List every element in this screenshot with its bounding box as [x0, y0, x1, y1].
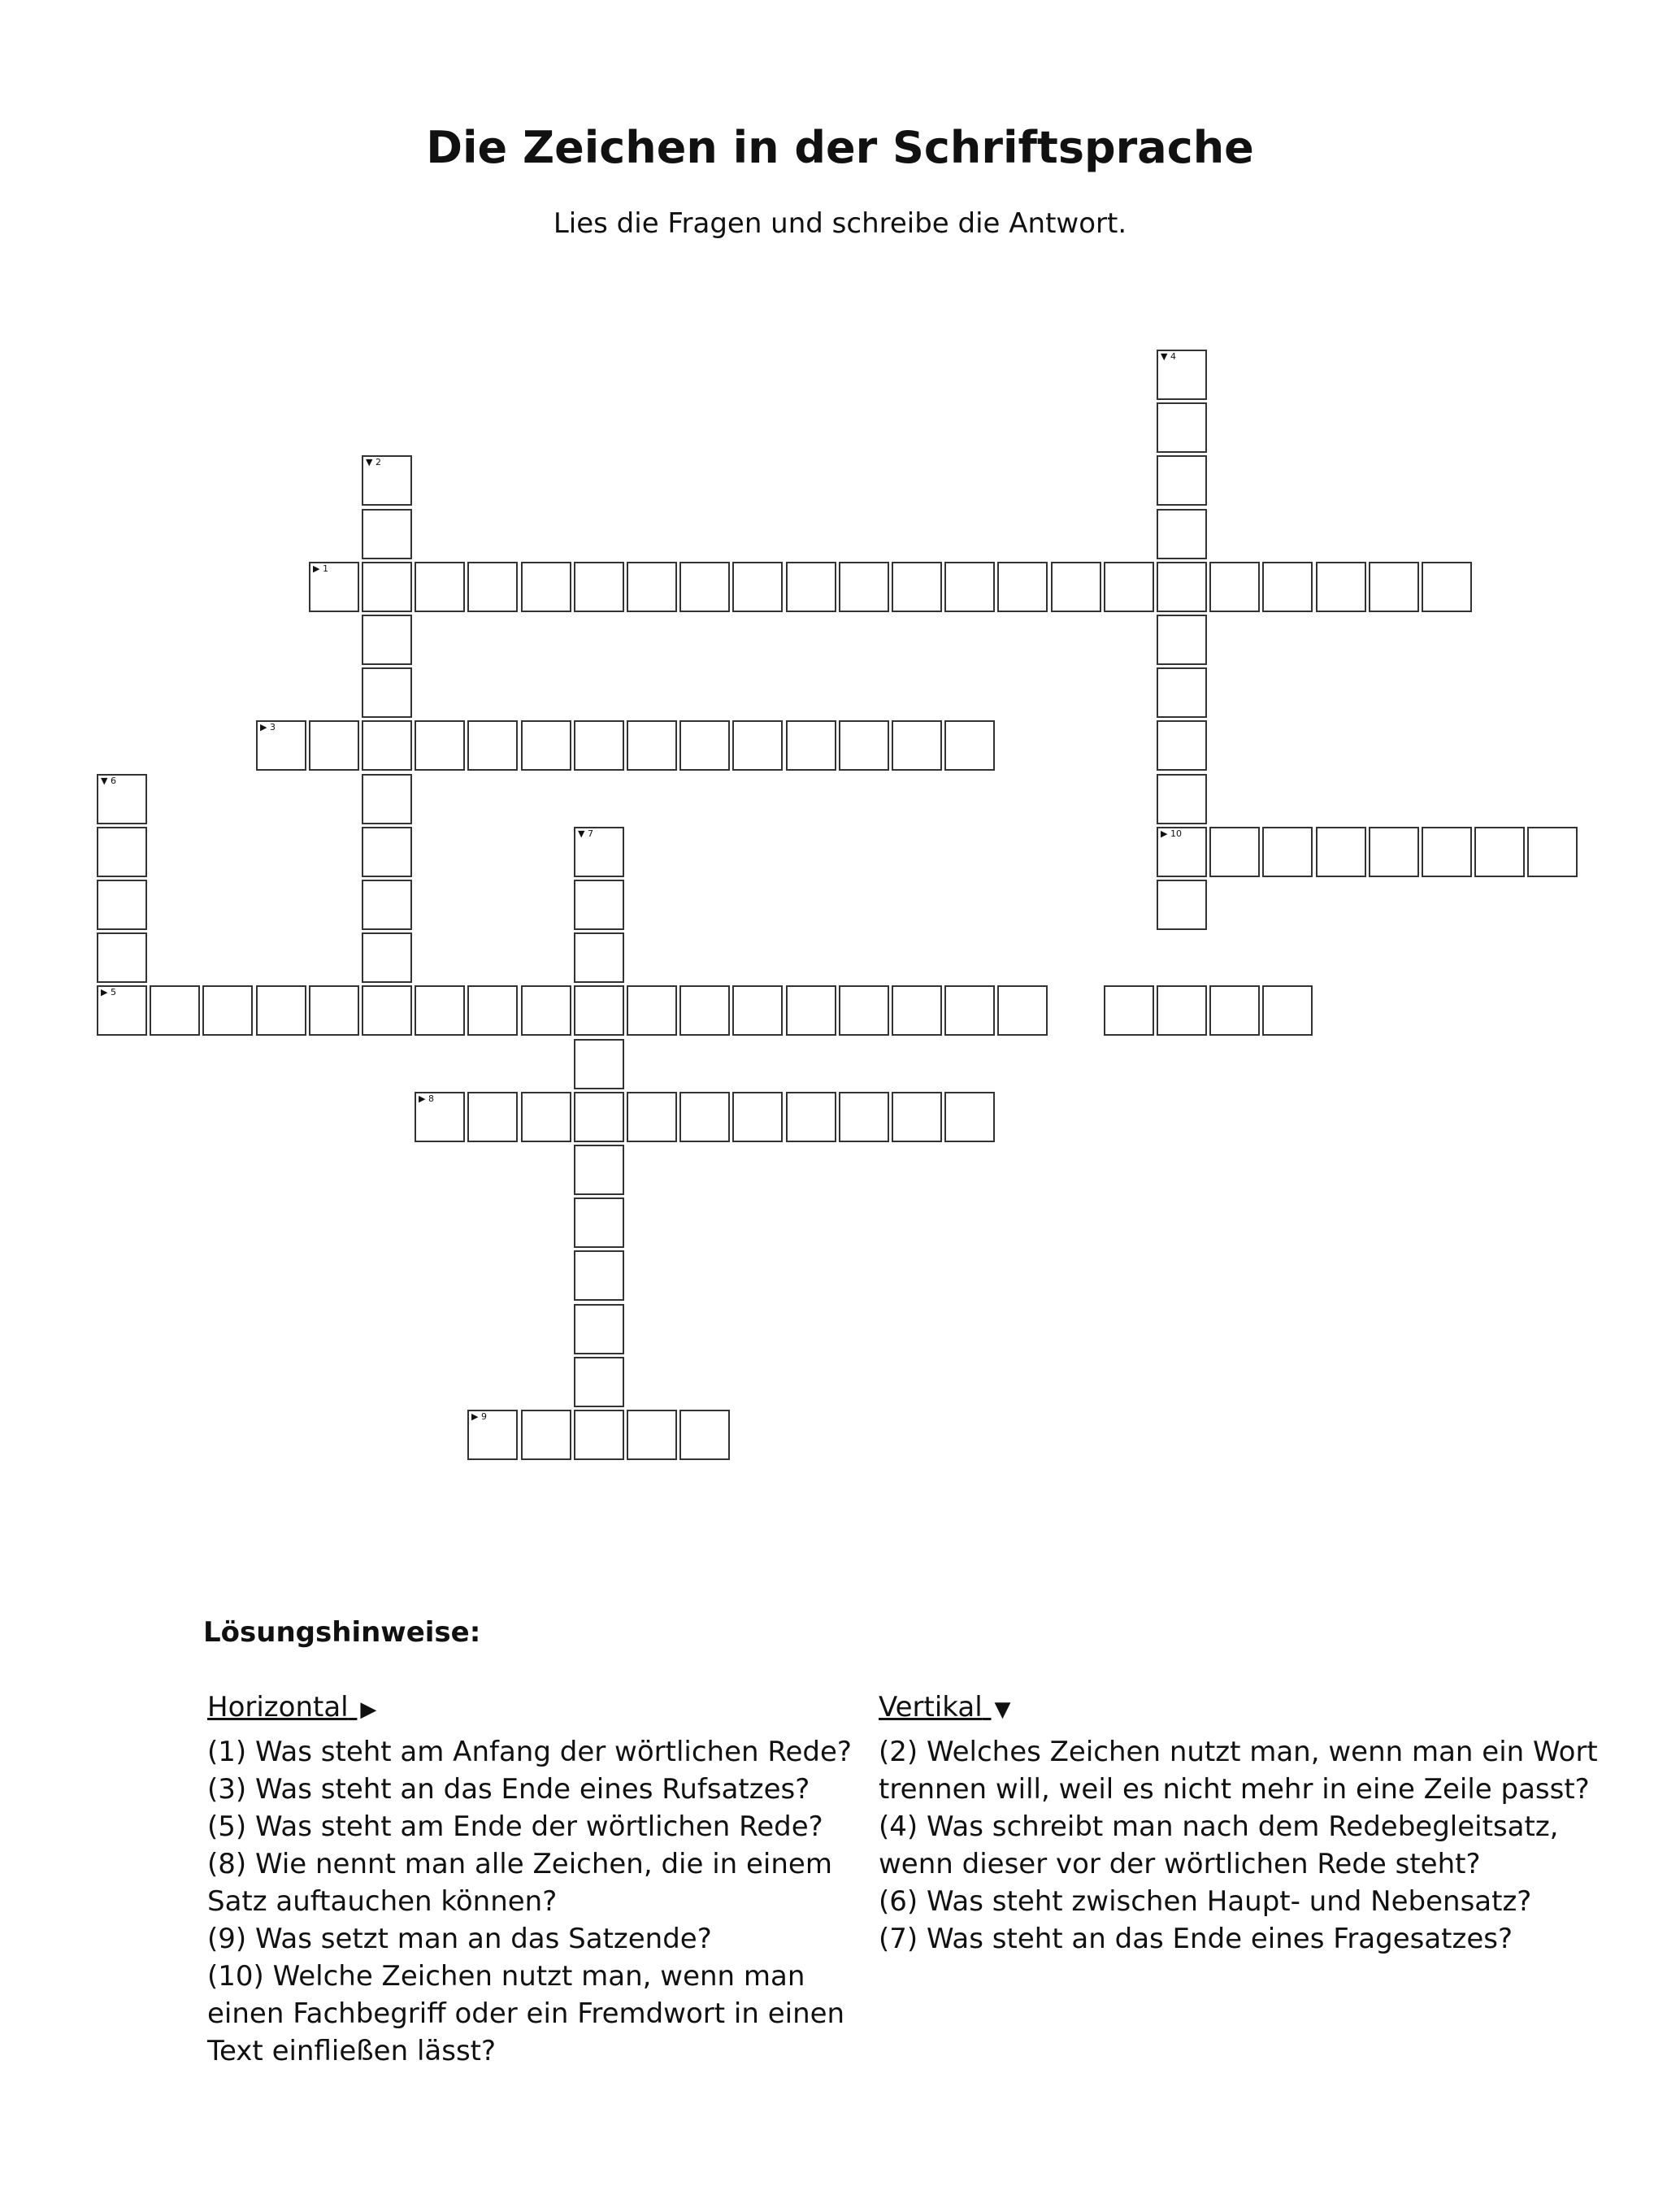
page-title: Die Zeichen in der Schriftsprache	[426, 122, 1254, 173]
crossword-cell[interactable]	[256, 985, 306, 1036]
clue-number-4-down: ▼ 4	[1161, 351, 1176, 362]
crossword-cell[interactable]	[362, 774, 412, 824]
crossword-cell[interactable]	[1157, 720, 1207, 771]
crossword-cell[interactable]	[574, 880, 624, 930]
crossword-cell[interactable]	[97, 774, 147, 824]
crossword-cell[interactable]	[415, 985, 465, 1036]
crossword-cell[interactable]	[97, 827, 147, 877]
crossword-cell[interactable]	[521, 1092, 571, 1142]
clue-number-1-across: ▶ 1	[313, 563, 328, 574]
clue-horizontal-9: (9) Was setzt man an das Satzende?	[207, 1923, 712, 1955]
crossword-cell[interactable]	[1527, 827, 1578, 877]
crossword-cell[interactable]	[839, 985, 889, 1036]
crossword-cell[interactable]	[467, 720, 518, 771]
crossword-cell[interactable]	[679, 1410, 730, 1460]
crossword-cell[interactable]	[97, 985, 147, 1036]
crossword-cell[interactable]	[467, 1092, 518, 1142]
crossword-cell[interactable]	[627, 1410, 677, 1460]
crossword-cell[interactable]	[362, 509, 412, 559]
crossword-cell[interactable]	[1422, 562, 1472, 612]
crossword-cell[interactable]	[944, 985, 995, 1036]
crossword-cell[interactable]	[521, 985, 571, 1036]
crossword-cell[interactable]	[1209, 827, 1260, 877]
clue-horizontal-10: (10) Welche Zeichen nutzt man, wenn man einen Fachbegriff oder ein Fremdwort in einen Text einfließen lässt?	[207, 1960, 845, 2067]
crossword-cell[interactable]	[362, 932, 412, 983]
crossword-cell[interactable]	[679, 1092, 730, 1142]
crossword-cell[interactable]	[1262, 562, 1313, 612]
hints-title: Lösungshinweise:	[203, 1616, 481, 1649]
crossword-cell[interactable]	[786, 720, 836, 771]
crossword-cell[interactable]	[1157, 509, 1207, 559]
crossword-cell[interactable]	[786, 985, 836, 1036]
crossword-cell[interactable]	[521, 562, 571, 612]
crossword-cell[interactable]	[574, 1357, 624, 1407]
crossword-cell[interactable]	[1262, 985, 1313, 1036]
crossword-cell[interactable]	[1369, 827, 1419, 877]
crossword-cell[interactable]	[362, 827, 412, 877]
page-subtitle: Lies die Fragen und schreibe die Antwort.	[553, 207, 1127, 240]
clue-vertical-2: (2) Welches Zeichen nutzt man, wenn man ein Wort trennen will, weil es nicht mehr in eine Zeile passt?	[879, 1736, 1598, 1806]
crossword-cell[interactable]	[362, 667, 412, 718]
clue-number-7-down: ▼ 7	[578, 828, 593, 839]
crossword-cell[interactable]	[732, 1092, 783, 1142]
crossword-cell[interactable]	[892, 1092, 942, 1142]
clue-horizontal-5: (5) Was steht am Ende der wörtlichen Rede?	[207, 1810, 823, 1843]
crossword-cell[interactable]	[1104, 562, 1154, 612]
crossword-cell[interactable]	[574, 827, 624, 877]
crossword-cell[interactable]	[1209, 562, 1260, 612]
clue-horizontal-8: (8) Wie nennt man alle Zeichen, die in einem Satz auftauchen können?	[207, 1848, 832, 1918]
crossword-cell[interactable]	[892, 985, 942, 1036]
crossword-cell[interactable]	[1209, 985, 1260, 1036]
clue-number-3-across: ▶ 3	[260, 722, 276, 732]
crossword-cell[interactable]	[1157, 615, 1207, 665]
crossword-cell[interactable]	[786, 562, 836, 612]
crossword-cell[interactable]	[574, 985, 624, 1036]
crossword-cell[interactable]	[839, 562, 889, 612]
down-arrow-icon: ▼	[994, 1697, 1011, 1722]
crossword-cell[interactable]	[627, 562, 677, 612]
crossword-cell[interactable]	[1369, 562, 1419, 612]
crossword-cell[interactable]	[839, 720, 889, 771]
crossword-cell[interactable]	[574, 1197, 624, 1248]
crossword-cell[interactable]	[309, 562, 359, 612]
crossword-cell[interactable]	[150, 985, 200, 1036]
clue-number-10-across: ▶ 10	[1161, 828, 1182, 839]
crossword-cell[interactable]	[997, 985, 1048, 1036]
crossword-cell[interactable]	[944, 562, 995, 612]
crossword-cell[interactable]	[1157, 827, 1207, 877]
crossword-cell[interactable]	[1104, 985, 1154, 1036]
clue-horizontal-1: (1) Was steht am Anfang der wörtlichen Rede?	[207, 1736, 852, 1768]
crossword-cell[interactable]	[892, 562, 942, 612]
crossword-cell[interactable]	[839, 1092, 889, 1142]
crossword-cell[interactable]	[362, 720, 412, 771]
crossword-cell[interactable]	[521, 1410, 571, 1460]
clue-vertical-4: (4) Was schreibt man nach dem Redebegleitsatz, wenn dieser vor der wörtlichen Rede steht?	[879, 1810, 1559, 1880]
clue-number-8-across: ▶ 8	[419, 1093, 434, 1104]
crossword-cell[interactable]	[574, 1410, 624, 1460]
clue-number-6-down: ▼ 6	[101, 776, 116, 786]
crossword-cell[interactable]	[627, 985, 677, 1036]
crossword-cell[interactable]	[732, 985, 783, 1036]
clue-number-9-across: ▶ 9	[471, 1411, 487, 1422]
clue-number-5-across: ▶ 5	[101, 987, 116, 998]
crossword-cell[interactable]	[362, 455, 412, 506]
crossword-cell[interactable]	[1051, 562, 1101, 612]
crossword-cell[interactable]	[97, 932, 147, 983]
horizontal-clue-list	[207, 1733, 867, 2070]
crossword-cell[interactable]	[1422, 827, 1472, 877]
crossword-cell[interactable]	[1157, 985, 1207, 1036]
crossword-cell[interactable]	[997, 562, 1048, 612]
crossword-cell[interactable]	[574, 1039, 624, 1089]
crossword-cell[interactable]	[202, 985, 253, 1036]
crossword-cell[interactable]	[892, 720, 942, 771]
crossword-cell[interactable]	[679, 985, 730, 1036]
crossword-cell[interactable]	[362, 880, 412, 930]
vertical-heading-label: Vertikal	[879, 1691, 983, 1723]
crossword-cell[interactable]	[574, 562, 624, 612]
crossword-cell[interactable]	[944, 720, 995, 771]
crossword-cell[interactable]	[467, 1410, 518, 1460]
clue-vertical-6: (6) Was steht zwischen Haupt- und Nebensatz?	[879, 1885, 1532, 1918]
clue-vertical-7: (7) Was steht an das Ende eines Fragesatzes?	[879, 1923, 1513, 1955]
crossword-cell[interactable]	[574, 1145, 624, 1195]
clue-number-2-down: ▼ 2	[366, 457, 381, 467]
crossword-cell[interactable]	[786, 1092, 836, 1142]
crossword-cell[interactable]	[309, 720, 359, 771]
crossword-cell[interactable]	[1262, 827, 1313, 877]
vertical-heading	[879, 1691, 1010, 1723]
crossword-cell[interactable]	[1474, 827, 1525, 877]
crossword-cell[interactable]	[1157, 774, 1207, 824]
crossword-cell[interactable]	[1157, 562, 1207, 612]
crossword-cell[interactable]	[1157, 667, 1207, 718]
crossword-cell[interactable]	[574, 1092, 624, 1142]
crossword-cell[interactable]	[1157, 880, 1207, 930]
crossword-cell[interactable]	[627, 720, 677, 771]
crossword-cell[interactable]	[1316, 562, 1366, 612]
crossword-cell[interactable]	[415, 1092, 465, 1142]
crossword-cell[interactable]	[574, 1304, 624, 1354]
crossword-cell[interactable]	[679, 562, 730, 612]
crossword-cell[interactable]	[97, 880, 147, 930]
crossword-cell[interactable]	[627, 1092, 677, 1142]
crossword-cell[interactable]	[1316, 827, 1366, 877]
vertical-clue-list	[879, 1733, 1610, 1958]
crossword-cell[interactable]	[732, 562, 783, 612]
crossword-cell[interactable]	[1157, 455, 1207, 506]
crossword-cell[interactable]	[944, 1092, 995, 1142]
clue-horizontal-3: (3) Was steht an das Ende eines Rufsatzes?	[207, 1773, 810, 1806]
crossword-cell[interactable]	[1157, 402, 1207, 453]
crossword-cell[interactable]	[467, 985, 518, 1036]
right-arrow-icon: ▶	[360, 1697, 377, 1722]
crossword-cell[interactable]	[732, 720, 783, 771]
crossword-cell[interactable]	[362, 562, 412, 612]
crossword-cell[interactable]	[574, 932, 624, 983]
crossword-cell[interactable]	[415, 562, 465, 612]
crossword-cell[interactable]	[679, 720, 730, 771]
crossword-cell[interactable]	[1157, 350, 1207, 400]
crossword-cell[interactable]	[415, 720, 465, 771]
crossword-cell[interactable]	[521, 720, 571, 771]
crossword-cell[interactable]	[256, 720, 306, 771]
crossword-cell[interactable]	[309, 985, 359, 1036]
crossword-cell[interactable]	[574, 720, 624, 771]
crossword-cell[interactable]	[362, 615, 412, 665]
crossword-cell[interactable]	[467, 562, 518, 612]
horizontal-heading-label: Horizontal	[207, 1691, 349, 1723]
horizontal-heading	[207, 1691, 376, 1723]
crossword-cell[interactable]	[362, 985, 412, 1036]
crossword-cell[interactable]	[574, 1250, 624, 1301]
